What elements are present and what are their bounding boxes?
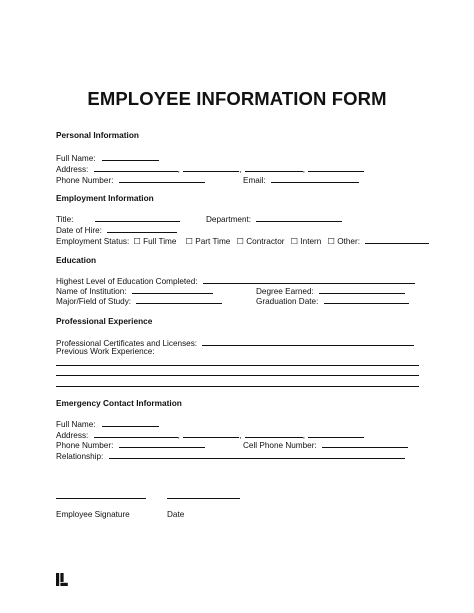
checkbox-icon: ☐ (133, 237, 141, 246)
certificates-label: Professional Certificates and Licenses: (56, 339, 198, 348)
legal-templates-logo-icon (56, 573, 68, 586)
date-of-hire-field[interactable] (107, 224, 177, 233)
full-name-label: Full Name: (56, 154, 96, 163)
relationship-label: Relationship: (56, 452, 104, 461)
department-label: Department: (206, 215, 252, 224)
address-state-field[interactable] (245, 163, 303, 172)
employment-status-row (56, 235, 429, 247)
checkbox-icon: ☐ (327, 237, 335, 246)
signature-date-label: Date (167, 510, 185, 519)
graduation-label: Graduation Date: (256, 297, 319, 306)
previous-experience-line-1[interactable] (56, 365, 419, 366)
address-comma: , (177, 165, 180, 174)
highest-education-label: Highest Level of Education Completed: (56, 277, 198, 286)
checkbox-part-time[interactable] (186, 237, 231, 246)
checkbox-icon: ☐ (185, 237, 194, 246)
emergency-address-state-field[interactable] (245, 429, 303, 438)
employment-department-row (206, 213, 342, 225)
option-contractor: Contractor (246, 237, 285, 246)
degree-field[interactable] (319, 285, 405, 294)
checkbox-full-time[interactable] (134, 237, 177, 246)
certificates-field[interactable] (202, 337, 414, 346)
other-status-field[interactable] (365, 235, 429, 244)
highest-education-field[interactable] (203, 275, 415, 284)
section-heading-experience: Professional Experience (56, 316, 153, 326)
checkbox-icon: ☐ (290, 237, 299, 246)
major-label: Major/Field of Study: (56, 297, 132, 306)
email-label: Email: (243, 176, 266, 185)
emergency-address-label: Address: (56, 431, 89, 440)
job-title-label: Title: (56, 215, 74, 224)
address-city-field[interactable] (183, 163, 242, 174)
graduation-field[interactable] (324, 295, 409, 304)
education-graduation-row (256, 295, 409, 307)
education-major-row (56, 295, 222, 307)
section-heading-emergency: Emergency Contact Information (56, 398, 182, 408)
personal-email-row (243, 174, 359, 186)
department-field[interactable] (256, 213, 342, 222)
address-comma: , (302, 431, 305, 440)
emergency-address-zip-field[interactable] (308, 429, 364, 438)
personal-phone-row (56, 174, 205, 186)
address-zip-field[interactable] (308, 163, 364, 172)
date-of-hire-label: Date of Hire: (56, 226, 102, 235)
job-title-field[interactable] (95, 213, 180, 222)
option-full-time: Full Time (143, 237, 177, 246)
page-title: EMPLOYEE INFORMATION FORM (87, 88, 387, 109)
address-label: Address: (56, 165, 89, 174)
checkbox-other[interactable] (328, 237, 360, 246)
address-comma: , (302, 165, 305, 174)
full-name-field[interactable] (102, 152, 159, 161)
employee-signature-line[interactable] (56, 498, 146, 499)
section-heading-education: Education (56, 255, 97, 265)
emergency-address-street-field[interactable] (94, 429, 178, 438)
address-comma: , (239, 431, 242, 440)
phone-label: Phone Number: (56, 176, 114, 185)
emergency-address-city-field[interactable] (183, 429, 242, 440)
checkbox-intern[interactable] (291, 237, 322, 246)
checkbox-icon: ☐ (236, 237, 244, 246)
signature-date-line[interactable] (167, 498, 240, 499)
phone-field[interactable] (119, 174, 205, 183)
address-comma: , (239, 165, 242, 174)
email-field[interactable] (271, 174, 359, 183)
address-street-field[interactable] (94, 163, 178, 172)
cell-phone-label: Cell Phone Number: (243, 441, 317, 450)
option-other: Other: (337, 237, 360, 246)
employment-status-label: Employment Status: (56, 237, 130, 246)
option-intern: Intern (300, 237, 322, 246)
employee-signature-label: Employee Signature (56, 510, 130, 519)
emergency-full-name-label: Full Name: (56, 420, 96, 429)
address-comma: , (177, 431, 180, 440)
checkbox-contractor[interactable] (237, 237, 285, 246)
institution-field[interactable] (132, 285, 213, 294)
previous-experience-line-3[interactable] (56, 386, 419, 387)
institution-label: Name of Institution: (56, 287, 127, 296)
previous-experience-label: Previous Work Experience: (56, 347, 155, 356)
cell-phone-field[interactable] (322, 439, 408, 448)
previous-experience-line-2[interactable] (56, 375, 419, 376)
emergency-relationship-row (56, 450, 405, 462)
option-part-time: Part Time (195, 237, 231, 246)
relationship-field[interactable] (109, 450, 405, 459)
degree-label: Degree Earned: (256, 287, 314, 296)
emergency-phone-field[interactable] (119, 439, 205, 448)
emergency-full-name-field[interactable] (102, 418, 159, 427)
experience-previous-row (56, 347, 155, 357)
section-heading-personal: Personal Information (56, 130, 139, 140)
section-heading-employment: Employment Information (56, 193, 154, 203)
major-field[interactable] (136, 295, 222, 304)
emergency-phone-label: Phone Number: (56, 441, 114, 450)
